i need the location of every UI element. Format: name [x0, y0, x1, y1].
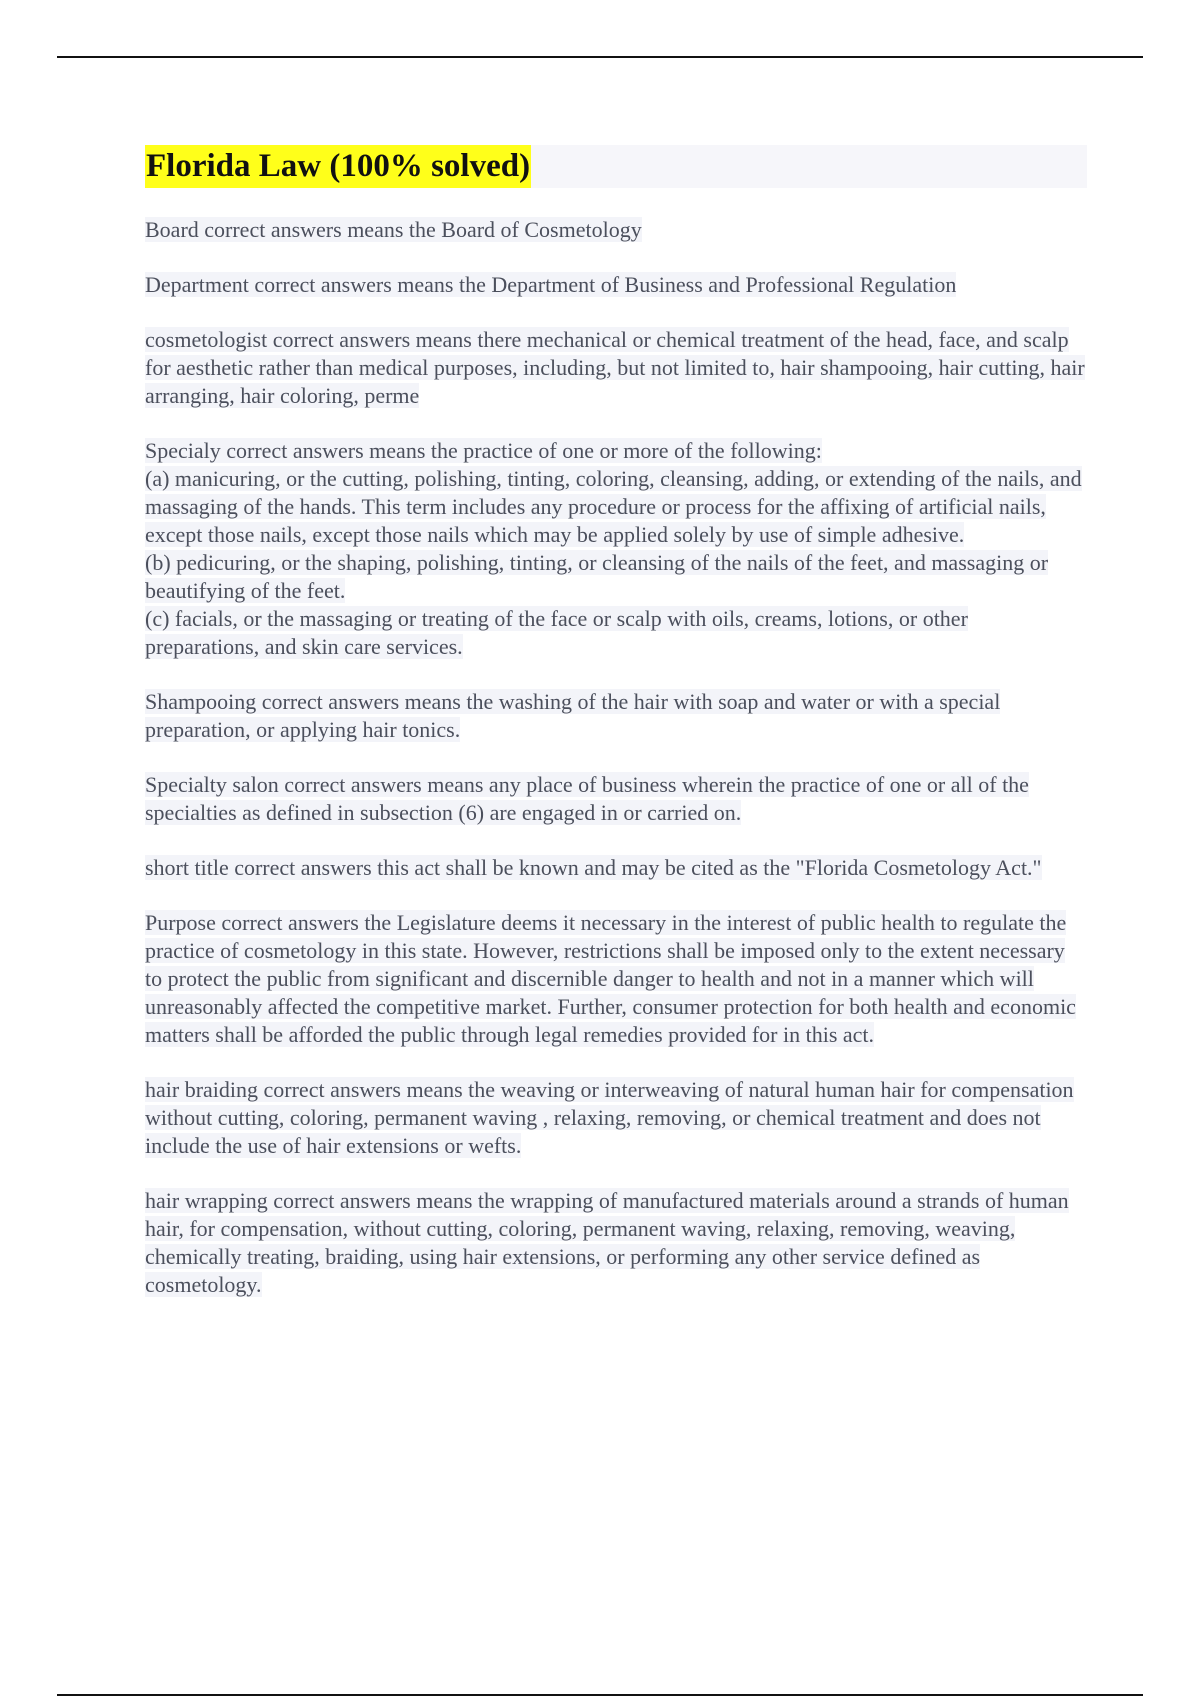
document-body — [145, 145, 1087, 1326]
entry-text: Specialy correct answers means the practice of one or more of the following: — [145, 438, 822, 463]
entry-short-title — [145, 854, 1087, 882]
entry-purpose — [145, 909, 1087, 1049]
entry-text: Department correct answers means the Department of Business and Professional Regulation — [145, 272, 957, 297]
entry-specialty-item-a — [145, 465, 1087, 549]
entry-text: hair braiding correct answers means the weaving or interweaving of natural human hair for compensation without cutting, coloring, permanent waving , relaxing, removing, or chemical treatment and does not include the use of hair extensions or wefts. — [145, 1077, 1074, 1158]
entry-text: hair wrapping correct answers means the wrapping of manufactured materials around a strands of human hair, for compensation, without cutting, coloring, permanent waving, relaxing, removing, weaving, chemically treating, braiding, using hair extensions, or performing any other service defined as cosmetology. — [145, 1188, 1069, 1297]
entry-department — [145, 271, 1087, 299]
entry-text: cosmetologist correct answers means there mechanical or chemical treatment of the head, face, and scalp for aesthetic rather than medical purposes, including, but not limited to, hair shampooing, hair cutting, hair arranging, hair coloring, perme — [145, 327, 1085, 408]
document-title: Florida Law (100% solved) — [145, 145, 531, 188]
entry-shampooing — [145, 688, 1087, 744]
entry-specialty-salon — [145, 771, 1087, 827]
entry-text: (c) facials, or the massaging or treating of the face or scalp with oils, creams, lotions, or other preparations, and skin care services. — [145, 606, 968, 659]
entry-board — [145, 216, 1087, 244]
entry-text: (b) pedicuring, or the shaping, polishing, tinting, or cleansing of the nails of the feet, and massaging or beautifying of the feet. — [145, 550, 1049, 603]
entry-text: (a) manicuring, or the cutting, polishing, tinting, coloring, cleansing, adding, or extending of the nails, and massaging of the hands. This term includes any procedure or process for the affixing of artificial nails, except those nails, except those nails which may be applied solely by use of simple adhesive. — [145, 466, 1082, 547]
entry-text: Specialty salon correct answers means any place of business wherein the practice of one or all of the specialties as defined in subsection (6) are engaged in or carried on. — [145, 772, 1029, 825]
top-divider — [57, 56, 1143, 58]
bottom-divider — [57, 1694, 1143, 1696]
entry-text: Board correct answers means the Board of Cosmetology — [145, 217, 642, 242]
entry-text: short title correct answers this act shall be known and may be cited as the "Florida Cosmetology Act." — [145, 855, 1042, 880]
entry-hair-wrapping — [145, 1187, 1087, 1299]
entry-specialty-item-b — [145, 549, 1087, 605]
entry-text: Purpose correct answers the Legislature deems it necessary in the interest of public health to regulate the practice of cosmetology in this state. However, restrictions shall be imposed only to the extent necessary to protect the public from significant and discernible danger to health and not in a manner which will unreasonably affected the competitive market. Further, consumer protection for both health and economic matters shall be afforded the public through legal remedies provided for in this act. — [145, 910, 1076, 1047]
entry-hair-braiding — [145, 1076, 1087, 1160]
entry-specialty — [145, 437, 1087, 661]
title-row — [145, 145, 1087, 188]
entry-cosmetologist — [145, 326, 1087, 410]
entry-text: Shampooing correct answers means the washing of the hair with soap and water or with a special preparation, or applying hair tonics. — [145, 689, 1001, 742]
entry-specialty-item-c — [145, 605, 1087, 661]
entry-specialty-lead — [145, 437, 1087, 465]
